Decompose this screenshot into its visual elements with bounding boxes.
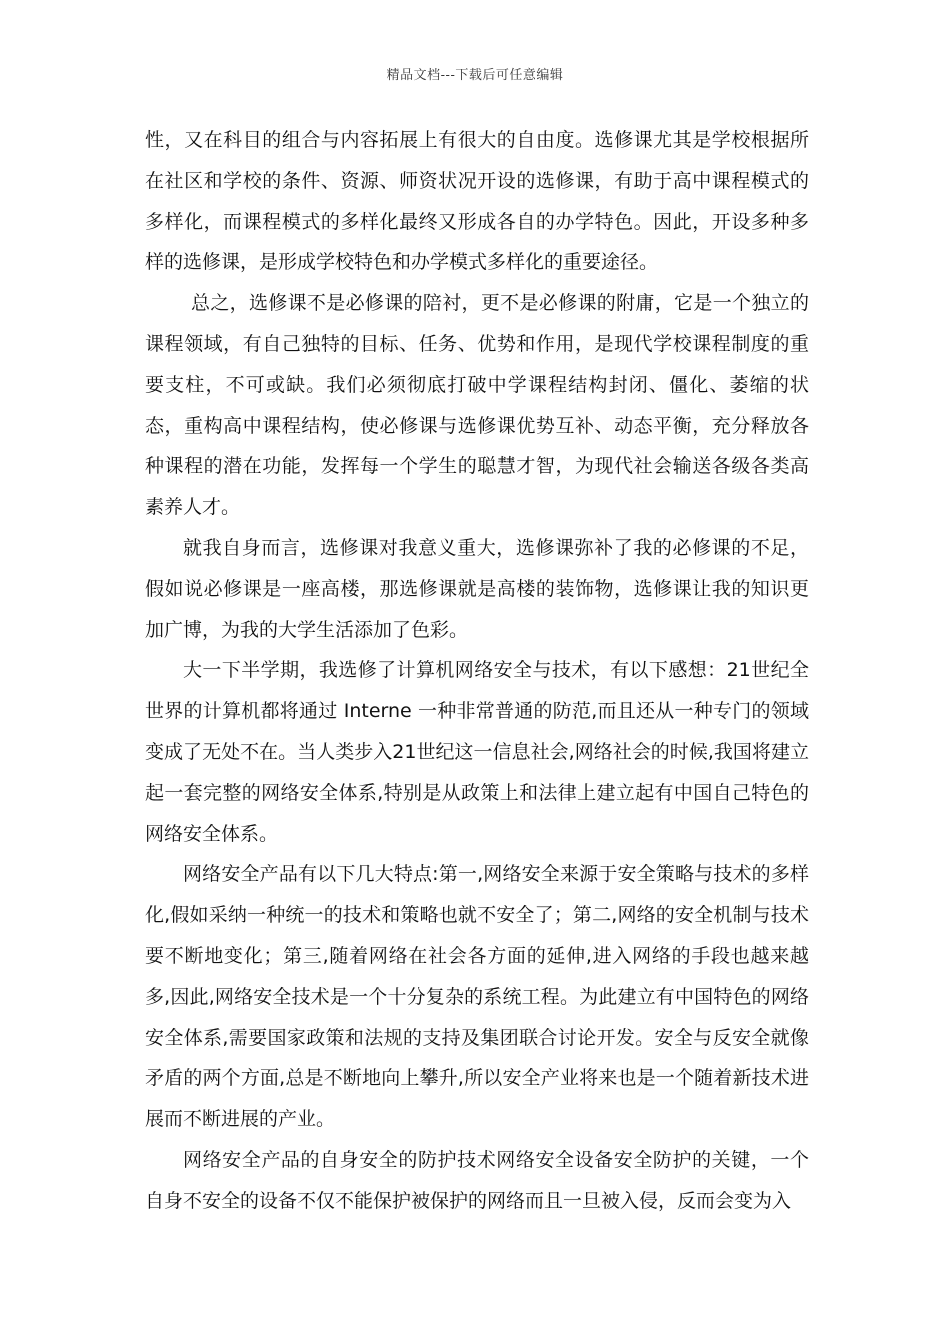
paragraph-product-features: 网络安全产品有以下几大特点:第一,网络安全来源于安全策略与技术的多样化,假如采纳一种统一的技术和策略也就不安全了；第二,网络的安全机制与技术要不断地变化；第三,随着网络在社会各方面的延伸,进入网络的手段也越来越多,因此,网络安全技术是一个十分复杂的系统工程。为此建立有中国特色的网络安全体系,需要国家政策和法规的支持及集团联合讨论开发。安全与反安全就像矛盾的两个方面,总是不断地向上攀升,所以安全产业将来也是一个随着新技术进展而不断进展的产业。 bbox=[145, 863, 809, 1131]
paragraph-personal: 就我自身而言，选修课对我意义重大，选修课弥补了我的必修课的不足，假如说必修课是一座高楼，那选修课就是高楼的装饰物，选修课让我的知识更加广博，为我的大学生活添加了色彩。 bbox=[145, 536, 809, 641]
paragraph-continuation: 性，又在科目的组合与内容拓展上有很大的自由度。选修课尤其是学校根据所在社区和学校的条件、资源、师资状况开设的选修课，有助于高中课程模式的多样化，而课程模式的多样化最终又形成各自的办学特色。因此，开设多种多样的选修课，是形成学校特色和办学模式多样化的重要途径。 bbox=[145, 129, 809, 274]
paragraph-network-course: 大一下半学期，我选修了计算机网络安全与技术，有以下感想：21世纪全世界的计算机都将通过 Interne 一种非常普通的防范,而且还从一种专门的领域变成了无处不在。当人类步入21世纪这一信息社会,网络社会的时候,我国将建立起一套完整的网络安全体系,特别是从政策上和法律上建立起有中国自己特色的网络安全体系。 bbox=[145, 659, 809, 845]
page-header: 精品文档---下载后可任意编辑 bbox=[386, 68, 564, 83]
paragraph-self-protection: 网络安全产品的自身安全的防护技术网络安全设备安全防护的关键，一个自身不安全的设备不仅不能保护被保护的网络而且一旦被入侵，反而会变为入 bbox=[145, 1148, 809, 1212]
document-body bbox=[145, 120, 809, 1222]
paragraph-summary: 总之，选修课不是必修课的陪衬，更不是必修课的附庸，它是一个独立的课程领域，有自己独特的目标、任务、优势和作用，是现代学校课程制度的重要支柱，不可或缺。我们必须彻底打破中学课程结构封闭、僵化、萎缩的状态，重构高中课程结构，使必修课与选修课优势互补、动态平衡，充分释放各种课程的潜在功能，发挥每一个学生的聪慧才智，为现代社会输送各级各类高素养人才。 bbox=[145, 292, 809, 519]
